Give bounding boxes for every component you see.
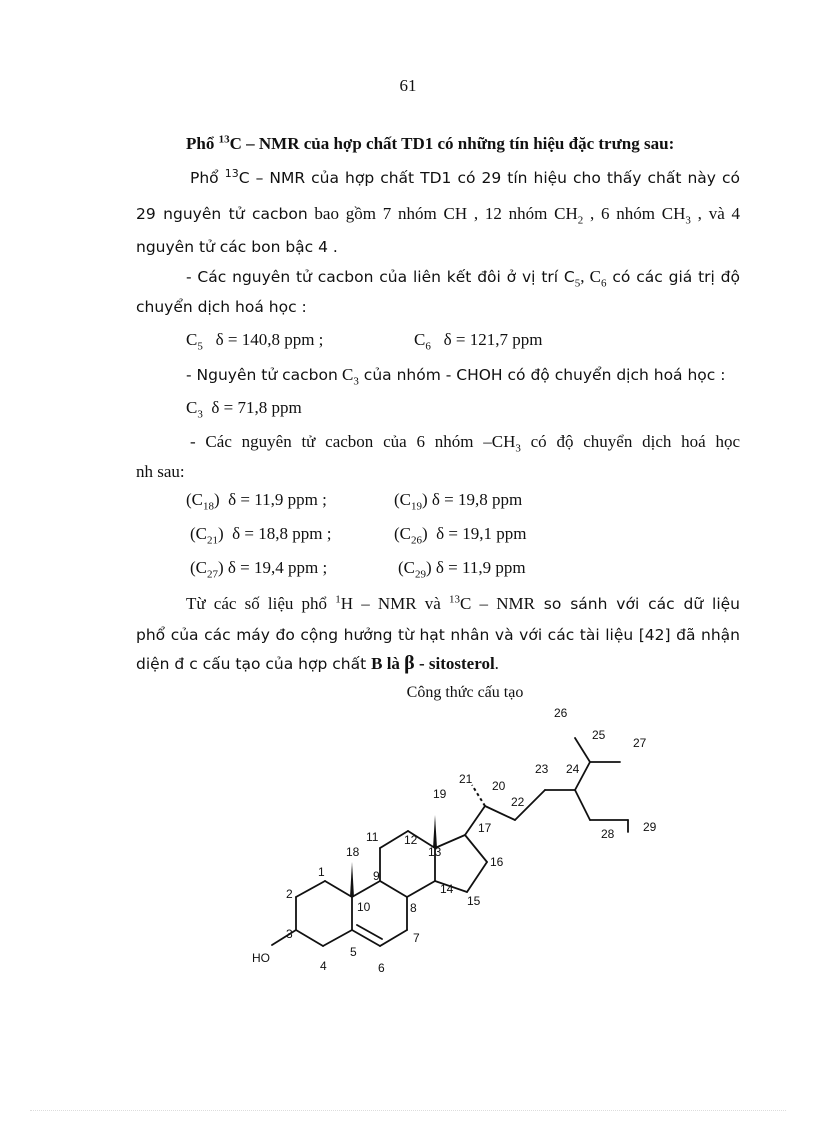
para1-line1: Phổ $^{13}$C – NMR của hợp chất TD1 có 29 tín hiệu cho thấy chất này có — [190, 166, 740, 187]
atom-label: 4 — [320, 959, 327, 973]
para4-line2: nh sau: — [136, 462, 185, 481]
conclusion-line2: phổ của các máy đo cộng hưởng từ hạt nhân và với các tài liệu [42] đã nhận — [136, 626, 740, 644]
para1-line2: 29 nguyên tử cacbon bao gồm 7 nhóm CH , 12 nhóm $CH_2$ , 6 nhóm $CH_3$ , và 4 — [136, 204, 741, 227]
atom-label: 5 — [350, 945, 357, 959]
page-footer-rule — [30, 1110, 786, 1111]
atom-label: 13 — [428, 845, 442, 859]
atom-label: 26 — [554, 706, 568, 720]
atom-label: 1 — [318, 865, 325, 879]
methyl-row-left: $(C_{18}) \delta = 11,9$ ppm ; — [186, 490, 327, 513]
atom-label: 7 — [413, 931, 420, 945]
atom-label: 11 — [366, 830, 379, 844]
atom-label: 8 — [410, 901, 417, 915]
atom-label: 22 — [511, 795, 525, 809]
methyl-row-right: $(C_{29}) \delta = 11,9$ ppm — [398, 558, 526, 581]
atom-label: 21 — [459, 772, 473, 786]
para2-line2: chuyển dịch hoá học : — [136, 298, 307, 316]
atom-label: 29 — [643, 820, 657, 834]
atom-label: 10 — [357, 900, 371, 914]
methyl-row-left: $(C_{27}) \delta = 19,4$ ppm ; — [190, 558, 328, 581]
atom-label: 9 — [373, 869, 380, 883]
atom-label: 19 — [433, 787, 447, 801]
figure-caption: Công thức cấu tạo — [406, 684, 524, 701]
atom-label: 20 — [492, 779, 506, 793]
conclusion-line1: Từ các số liệu phổ $^1$H – NMR và $^{13}$C – NMR so sánh với các dữ liệu — [186, 593, 741, 613]
atom-label: 14 — [440, 882, 454, 896]
atom-label: 2 — [286, 887, 293, 901]
atom-label: 16 — [490, 855, 504, 869]
methyl-row-right: $(C_{26}) \delta = 19,1$ ppm — [394, 524, 527, 547]
atom-label: 15 — [467, 894, 481, 908]
atom-label: 6 — [378, 961, 385, 975]
para2-line1: - Các nguyên tử cacbon của liên kết đôi ở vị trí $C_5$, $C_6$ có các giá trị độ — [186, 267, 741, 290]
para3-line: - Nguyên tử cacbon $C_3$ của nhóm - CHOH có độ chuyển dịch hoá học : — [186, 365, 726, 388]
para1-line3: nguyên tử các bon bậc 4 . — [136, 238, 338, 256]
section-heading: Phổ $^{13}$C – NMR của hợp chất TD1 có những tín hiệu đặc trưng sau: — [186, 133, 675, 153]
atom-label: 12 — [404, 833, 418, 847]
atom-label: 28 — [601, 827, 615, 841]
ho-label: HO — [252, 951, 270, 965]
atom-label: 27 — [633, 736, 647, 750]
atom-label: 3 — [286, 927, 293, 941]
methyl-row-right: $(C_{19}) \delta = 19,8$ ppm — [394, 490, 523, 513]
c3-value: $C_3$ δ = 71,8 ppm — [186, 398, 302, 421]
para4-line1: - Các nguyên tử cacbon của 6 nhóm $-CH_3$ có độ chuyển dịch hoá học — [190, 432, 741, 455]
atom-label: 17 — [478, 821, 492, 835]
atom-label: 23 — [535, 762, 549, 776]
page-number: 61 — [399, 76, 417, 95]
c5-value: $C_5$ δ = 140,8 ppm ; — [186, 330, 324, 353]
atom-label: 24 — [566, 762, 580, 776]
conclusion-line3: diện đ c cấu tạo của hợp chất B là β - sitosterol. — [136, 652, 499, 674]
atom-label: 18 — [346, 845, 360, 859]
methyl-row-left: $(C_{21}) \delta = 18,8$ ppm ; — [190, 524, 332, 547]
atom-label: 25 — [592, 728, 606, 742]
c6-value: $C_6$ δ = 121,7 ppm — [414, 330, 543, 353]
